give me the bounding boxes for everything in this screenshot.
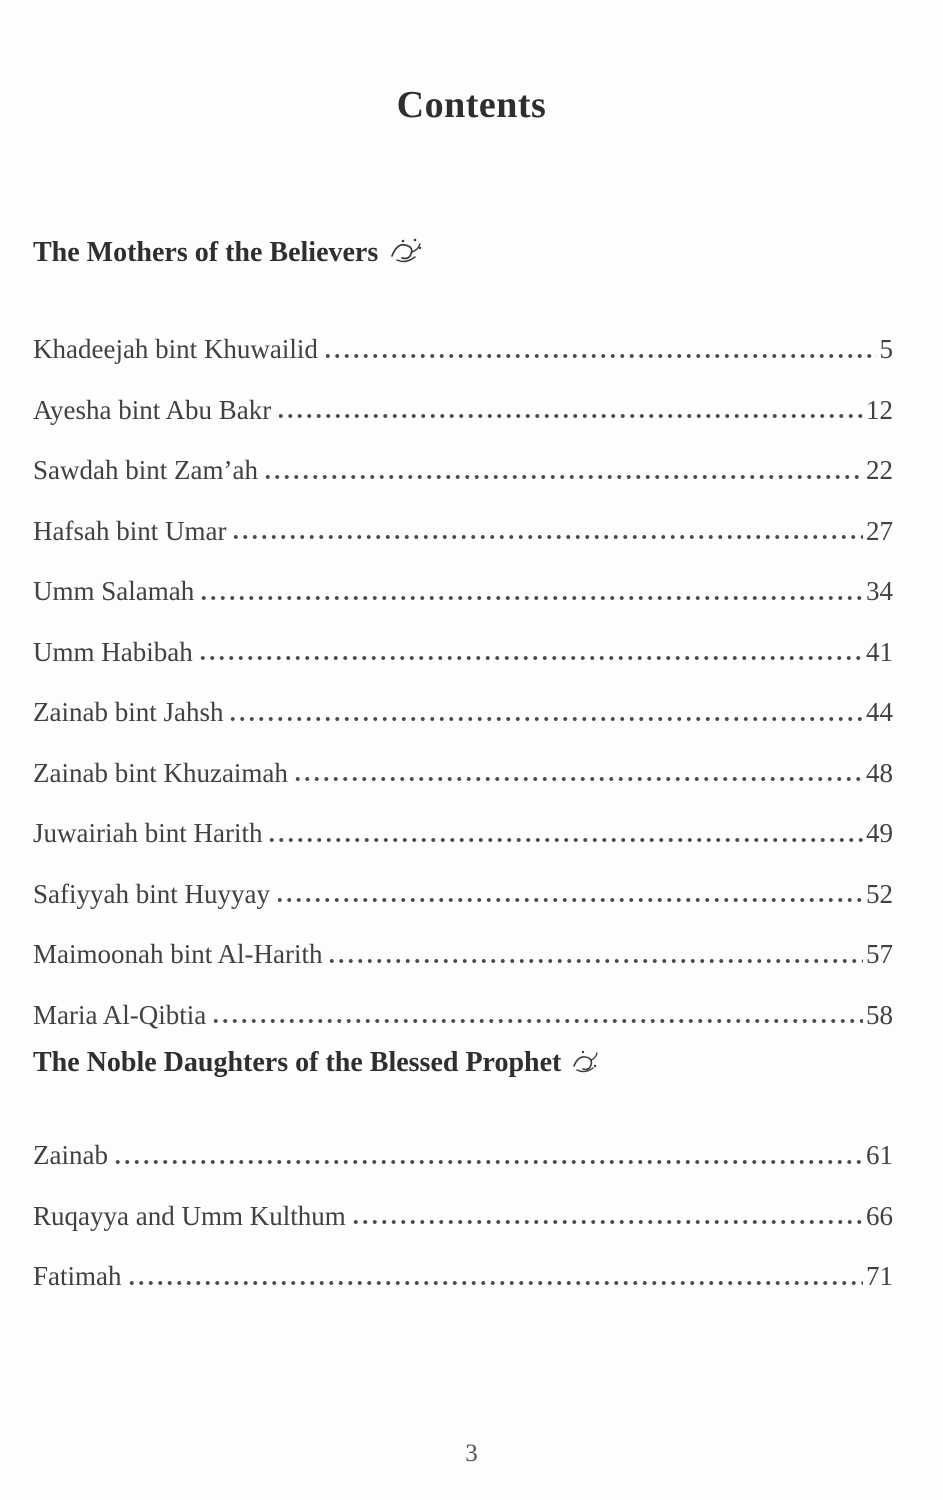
dot-leader	[276, 413, 863, 419]
toc-entry-page: 41	[866, 636, 893, 667]
toc-row	[33, 1232, 893, 1293]
dot-leader	[293, 776, 863, 782]
page-title: Contents	[396, 84, 547, 126]
dot-leader	[231, 534, 863, 540]
toc-row	[33, 608, 893, 669]
toc-entry-label: Zainab	[33, 1140, 108, 1171]
toc-entry-label: Sawdah bint Zam’ah	[33, 455, 258, 486]
toc-entry-label: Umm Salamah	[33, 576, 195, 607]
toc-entry-label: Safiyyah bint Huyyay	[33, 878, 270, 909]
toc-entry-page: 57	[866, 939, 893, 970]
toc-entry-page: 52	[866, 878, 893, 909]
toc-entry-page: 34	[866, 576, 893, 607]
toc-entry-label: Ruqayya and Umm Kulthum	[33, 1200, 346, 1231]
section-heading-label: The Noble Daughters of the Blessed Prophet	[33, 1047, 562, 1078]
toc-row	[33, 1172, 893, 1233]
toc-row	[33, 971, 893, 1032]
section-heading-daughters	[33, 1045, 893, 1077]
section-heading-mothers	[33, 233, 893, 267]
toc-entry-label: Ayesha bint Abu Bakr	[33, 394, 272, 425]
toc-row	[33, 547, 893, 608]
toc-entry-page: 66	[866, 1200, 893, 1231]
dot-leader	[263, 474, 863, 480]
toc-entry-label: Khadeejah bint Khuwailid	[33, 334, 318, 365]
sallallahu-alayhi-wasallam-icon	[571, 1048, 601, 1080]
folio-page-number: 3	[465, 1440, 478, 1467]
toc-row	[33, 487, 893, 548]
toc-row	[33, 426, 893, 487]
toc-entry-page: 71	[866, 1261, 893, 1292]
toc-entry-page: 12	[866, 394, 893, 425]
toc-row	[33, 305, 893, 366]
toc-entry-page: 27	[866, 515, 893, 546]
toc-entry-label: Maria Al-Qibtia	[33, 999, 207, 1030]
toc-row	[33, 729, 893, 790]
toc-row	[33, 850, 893, 911]
toc-row	[33, 366, 893, 427]
toc-entry-page: 22	[866, 455, 893, 486]
toc-entry-page: 61	[866, 1140, 893, 1171]
dot-leader	[198, 655, 863, 661]
toc-entry-label: Hafsah bint Umar	[33, 515, 227, 546]
dot-leader	[211, 1018, 863, 1024]
section-heading-label: The Mothers of the Believers	[33, 237, 379, 268]
dot-leader	[323, 353, 877, 359]
radi-allahu-anhunna-icon	[388, 236, 424, 270]
toc-entry-label: Umm Habibah	[33, 636, 193, 667]
toc-row	[33, 789, 893, 850]
dot-leader	[127, 1280, 864, 1286]
toc-entry-page: 44	[866, 697, 893, 728]
dot-leader	[351, 1219, 863, 1225]
toc-row	[33, 668, 893, 729]
toc-entry-page: 49	[866, 818, 893, 849]
toc-entry-page: 58	[866, 999, 893, 1030]
dot-leader	[275, 897, 863, 903]
toc-entry-label: Maimoonah bint Al-Harith	[33, 939, 323, 970]
toc-entry-label: Zainab bint Khuzaimah	[33, 757, 288, 788]
toc-entry-label: Zainab bint Jahsh	[33, 697, 224, 728]
toc-row	[33, 1111, 893, 1172]
table-of-contents	[0, 233, 943, 1293]
toc-entry-page: 48	[866, 757, 893, 788]
dot-leader	[228, 716, 863, 722]
dot-leader	[267, 837, 863, 843]
toc-entry-page: 5	[879, 334, 893, 365]
dot-leader	[327, 958, 863, 964]
dot-leader	[199, 595, 863, 601]
toc-row	[33, 910, 893, 971]
toc-entry-label: Fatimah	[33, 1261, 122, 1292]
dot-leader	[113, 1159, 863, 1165]
toc-entry-label: Juwairiah bint Harith	[33, 818, 263, 849]
